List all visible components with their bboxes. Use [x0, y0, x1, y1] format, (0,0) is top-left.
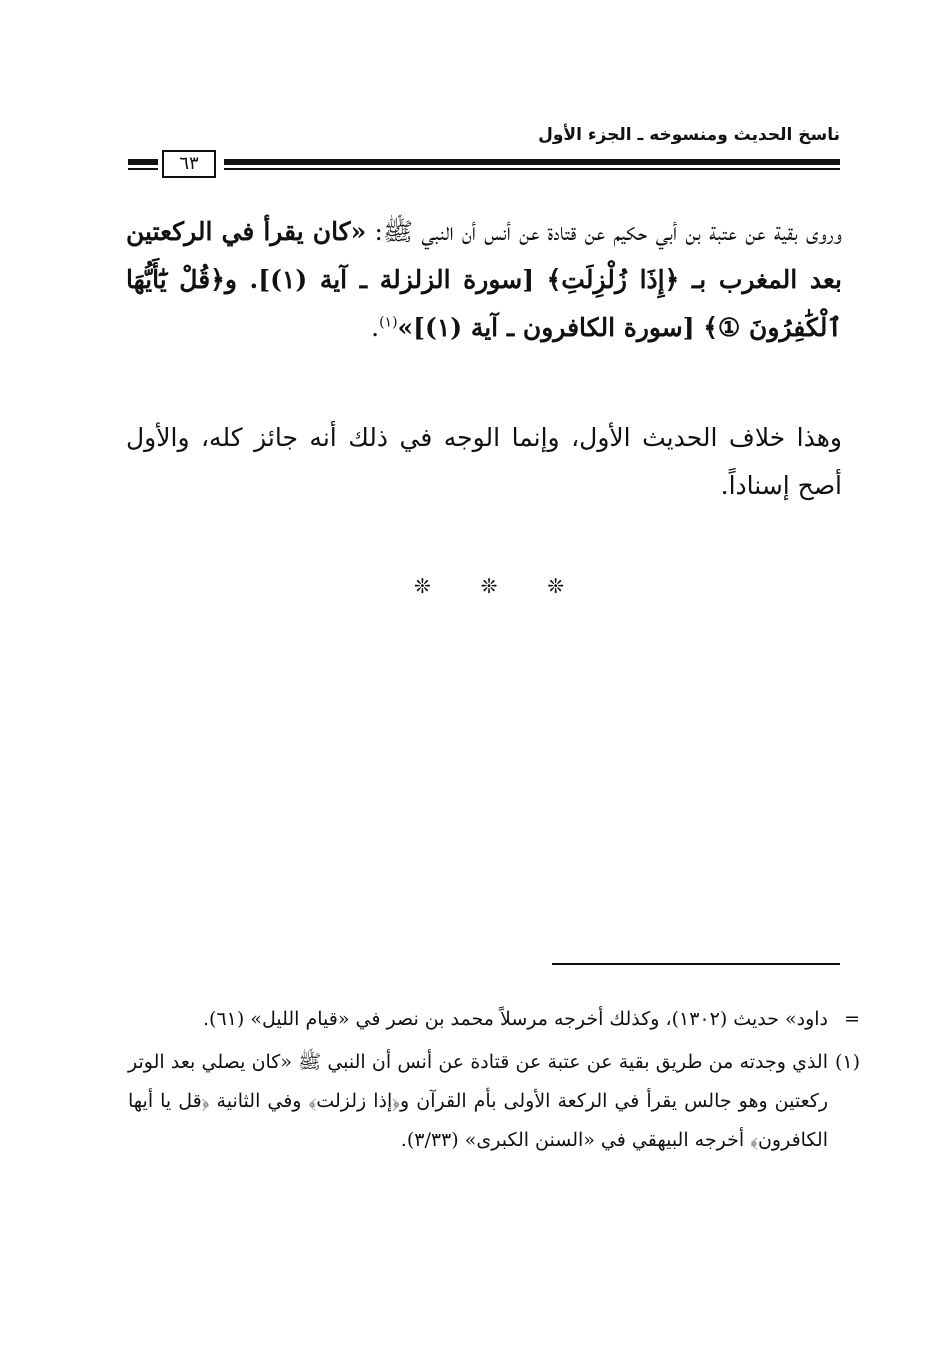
- ornament-icon: ❊: [414, 574, 431, 598]
- footnotes: [128, 1000, 860, 1164]
- footnote-item: [128, 1000, 860, 1039]
- paragraph-1-quote: «كان يقرأ في الركعتين بعد المغرب بـ ﴿إِذَا زُلْزِلَتِ﴾ [سورة الزلزلة ـ آية (١)]. و﴿قُلْ يَٰٓأَيُّهَا ٱلْكَٰفِرُونَ ①﴾ [سورة الكافرون ـ آية (١)]»: [126, 217, 843, 342]
- footnote-item: [128, 1043, 860, 1160]
- paragraph-2: وهذا خلاف الحديث الأول، وإنما الوجه في ذلك أنه جائز كله، والأول أصح إسناداً.: [126, 423, 842, 500]
- header-rule-thick: [224, 159, 840, 165]
- ornament-icon: ❊: [480, 574, 498, 598]
- footnote-mark: (١): [834, 1051, 860, 1073]
- footnote-divider: [552, 963, 840, 965]
- footnote-reference: (١): [379, 314, 398, 331]
- paragraph-1-end: .: [371, 313, 380, 342]
- header-rule-stub-thick: [128, 159, 158, 165]
- ornament-icon: ❊: [547, 574, 564, 598]
- footnote-mark: =: [844, 1008, 860, 1030]
- footnote-text: داود» حديث (١٣٠٢)، وكذلك أخرجه مرسلاً محمد بن نصر في «قيام الليل» (٦١).: [203, 1008, 828, 1030]
- page-number: ٦٣: [162, 150, 216, 178]
- header-rule-thin: [224, 168, 840, 170]
- footnote-text: الذي وجدته من طريق بقية عن عتبة عن قتادة عن أنس أن النبي ﷺ «كان يصلي بعد الوتر ركعتين وهو جالس يقرأ في الركعة الأولى بأم القرآن و﴿إذا زلزلت﴾ وفي الثانية ﴿قل يا أيها الكافرون﴾ أخرجه البيهقي في «السنن الكبرى» (٣/٣٣).: [128, 1051, 828, 1151]
- running-title: ناسخ الحديث ومنسوخه ـ الجزء الأول: [538, 125, 840, 145]
- paragraph-1-intro: وروى بقية عن عتبة بن أبي حكيم عن قتادة عن أنس أن النبي ﷺ:: [366, 217, 843, 246]
- section-separator: [414, 572, 564, 600]
- header-rule-stub-thin: [128, 168, 158, 170]
- paragraph-1: [126, 208, 912, 352]
